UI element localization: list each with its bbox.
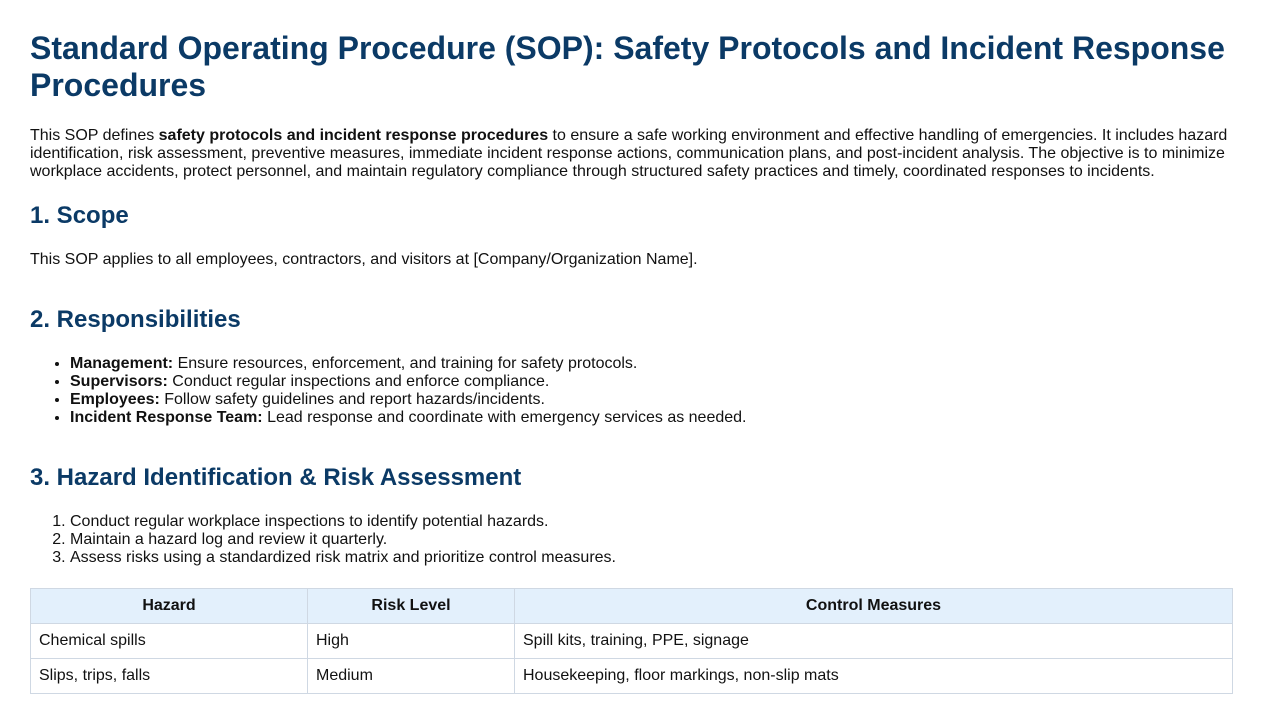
role-text: Ensure resources, enforcement, and training for safety protocols.	[173, 355, 638, 372]
hazard-steps-list	[30, 513, 1233, 567]
role-text: Lead response and coordinate with emergency services as needed.	[262, 409, 747, 426]
table-cell: Slips, trips, falls	[31, 659, 308, 694]
list-item	[70, 373, 1233, 391]
intro-bold: safety protocols and incident response procedures	[158, 127, 549, 144]
scope-heading: 1. Scope	[30, 202, 129, 229]
list-item: 3. Assess risks using a standardized risk matrix and prioritize control measures.	[70, 549, 1233, 567]
role-text: Conduct regular inspections and enforce compliance.	[167, 373, 550, 390]
hazard-heading: 3. Hazard Identification & Risk Assessment	[30, 464, 522, 491]
table-cell: Spill kits, training, PPE, signage	[515, 624, 1233, 659]
intro-suffix: to ensure a safe working environment and effective handling of emergencies. It includes hazard identification, risk assessment, preventive measures, immediate incident response actions, communication plans, and post-incident analysis. The objective is to minimize workplace accidents, protect personnel, and maintain regulatory compliance through structured safety practices and timely, coordinated responses to incidents.	[30, 127, 1228, 180]
table-cell: Housekeeping, floor markings, non-slip mats	[515, 659, 1233, 694]
intro-prefix: This SOP defines	[30, 127, 159, 144]
hazard-table	[30, 588, 1233, 694]
list-item	[70, 391, 1233, 409]
list-item: 2. Maintain a hazard log and review it quarterly.	[70, 531, 1233, 549]
table-row	[31, 659, 1233, 694]
role-text: Follow safety guidelines and report hazards/incidents.	[159, 391, 545, 408]
table-header-row	[31, 589, 1233, 624]
role-label: Employees:	[70, 391, 160, 408]
intro-paragraph	[30, 127, 1233, 181]
role-label: Supervisors:	[70, 373, 168, 390]
responsibilities-list	[30, 355, 1233, 427]
role-label: Management:	[70, 355, 174, 372]
responsibilities-heading: 2. Responsibilities	[30, 306, 241, 333]
column-header-risk-level: Risk Level	[308, 589, 515, 624]
table-cell: Medium	[308, 659, 515, 694]
column-header-control-measures: Control Measures	[515, 589, 1233, 624]
table-cell: Chemical spills	[31, 624, 308, 659]
list-item: 1. Conduct regular workplace inspections to identify potential hazards.	[70, 513, 1233, 531]
role-label: Incident Response Team:	[70, 409, 263, 426]
list-item	[70, 355, 1233, 373]
column-header-hazard: Hazard	[31, 589, 308, 624]
table-cell: High	[308, 624, 515, 659]
list-item	[70, 409, 1233, 427]
table-row	[31, 624, 1233, 659]
scope-text: This SOP applies to all employees, contractors, and visitors at [Company/Organization Name].	[30, 251, 698, 268]
page-title: Standard Operating Procedure (SOP): Safety Protocols and Incident Response Procedures	[30, 30, 1225, 103]
